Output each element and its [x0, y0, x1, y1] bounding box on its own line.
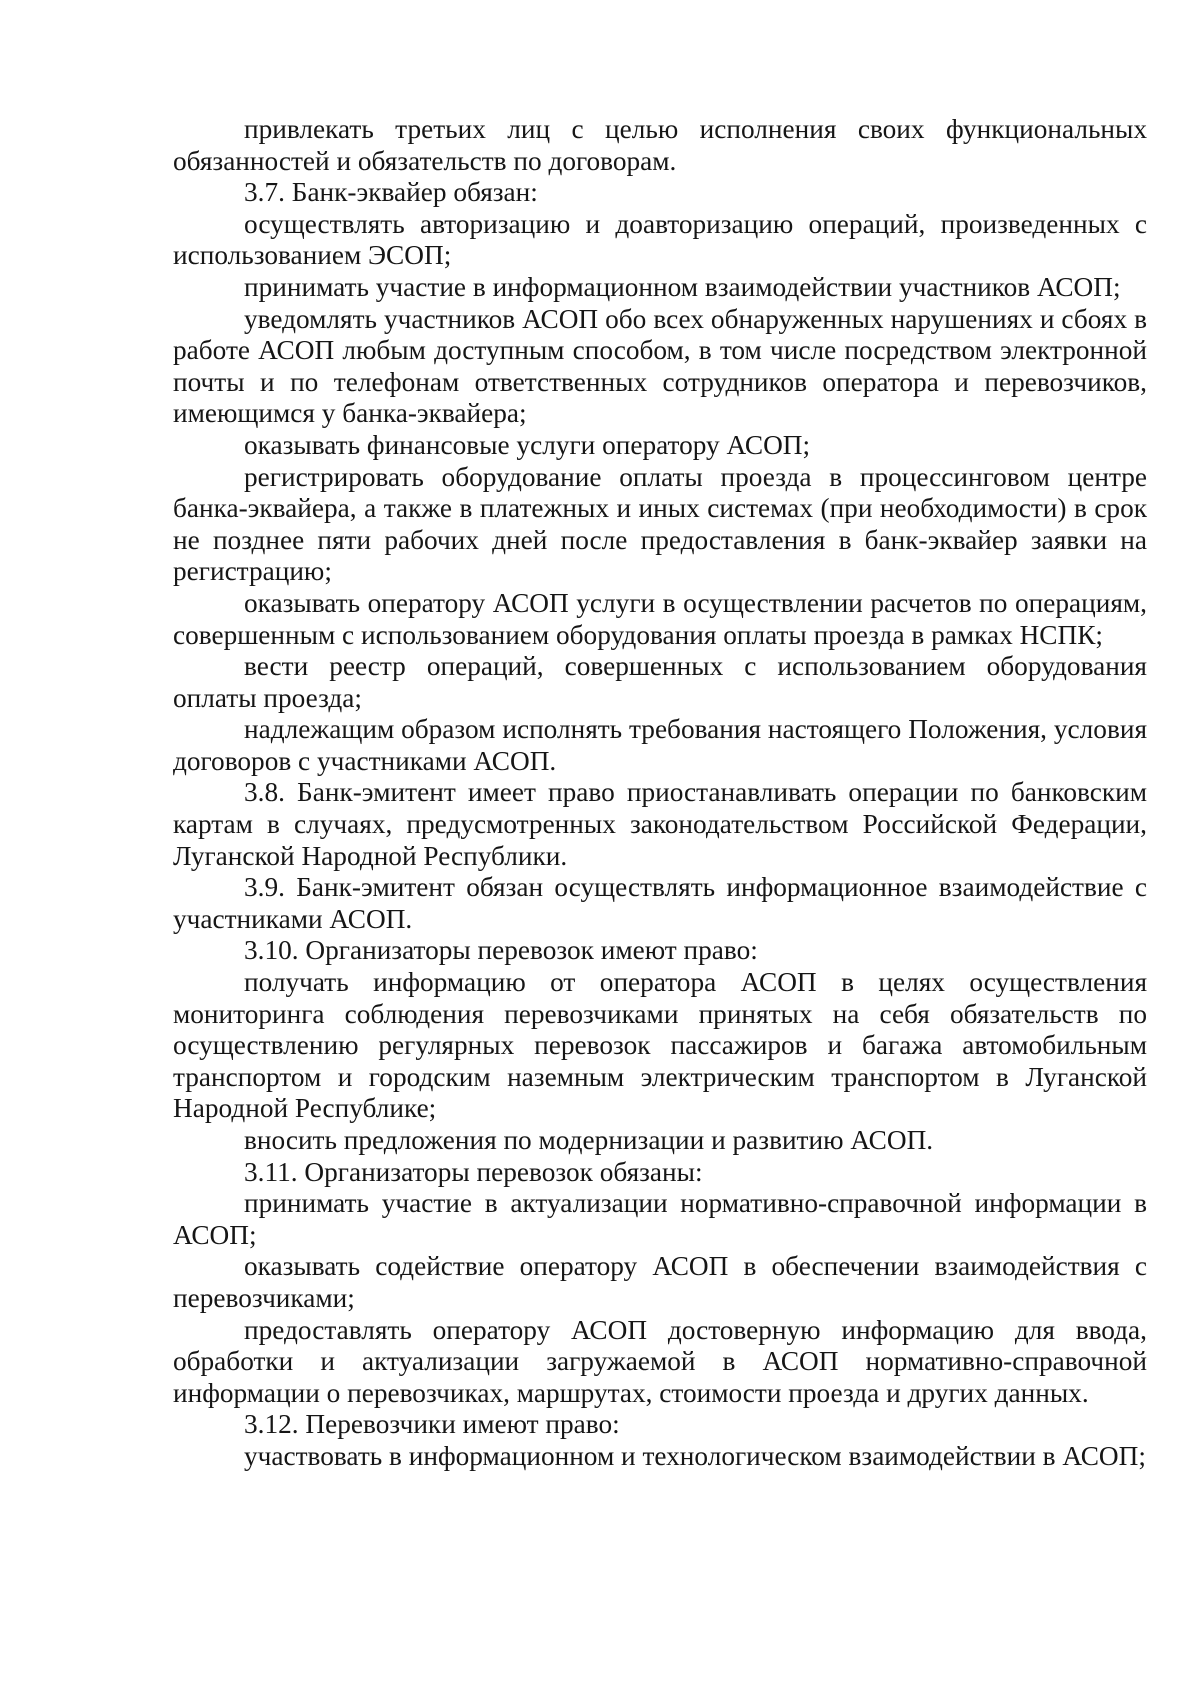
paragraph: оказывать оператору АСОП услуги в осуществлении расчетов по операциям, совершенным с использованием оборудования оплаты проезда в рамках НСПК;: [173, 587, 1147, 650]
section-heading: 3.10. Организаторы перевозок имеют право:: [244, 935, 758, 966]
paragraph: 3.8. Банк-эмитент имеет право приостанавливать операции по банковским картам в случаях, предусмотренных законодательством Российской Федерации, Луганской Народной Республики.: [173, 777, 1147, 871]
paragraph: принимать участие в актуализации нормативно-справочной информации в АСОП;: [173, 1188, 1147, 1250]
paragraph: получать информацию от оператора АСОП в целях осуществления мониторинга соблюдения перевозчиками принятых на себя обязательств по осуществлению регулярных перевозок пассажиров и багажа автомобильным транспортом и городским наземным электрическим транспортом в Луганской Народной Республике;: [173, 967, 1147, 1124]
section-heading: 3.7. Банк-эквайер обязан:: [244, 177, 538, 208]
section-heading: 3.11. Организаторы перевозок обязаны:: [244, 1156, 703, 1187]
document-body: [173, 114, 1147, 1473]
paragraph: вносить предложения по модернизации и развитию АСОП.: [244, 1125, 934, 1155]
paragraph: участвовать в информационном и технологическом взаимодействии в АСОП;: [244, 1440, 1146, 1471]
paragraph: привлекать третьих лиц с целью исполнения своих функциональных обязанностей и обязательств по договорам.: [173, 114, 1147, 176]
paragraph: осуществлять авторизацию и доавторизацию операций, произведенных с использованием ЭСОП;: [173, 208, 1147, 271]
paragraph: вести реестр операций, совершенных с использованием оборудования оплаты проезда;: [173, 651, 1147, 713]
paragraph: оказывать финансовые услуги оператору АСОП;: [244, 429, 811, 460]
paragraph: принимать участие в информационном взаимодействии участников АСОП;: [244, 271, 1121, 302]
section-heading: 3.12. Перевозчики имеют право:: [244, 1409, 620, 1440]
paragraph: оказывать содействие оператору АСОП в обеспечении взаимодействия с перевозчиками;: [173, 1251, 1147, 1313]
paragraph: 3.9. Банк-эмитент обязан осуществлять информационное взаимодействие с участниками АСОП.: [173, 872, 1147, 934]
paragraph: предоставлять оператору АСОП достоверную информацию для ввода, обработки и актуализации загружаемой в АСОП нормативно-справочной информации о перевозчиках, маршрутах, стоимости проезда и других данных.: [173, 1314, 1147, 1408]
paragraph: надлежащим образом исполнять требования настоящего Положения, условия договоров с участниками АСОП.: [173, 714, 1147, 776]
paragraph: уведомлять участников АСОП обо всех обнаруженных нарушениях и сбоях в работе АСОП любым доступным способом, в том числе посредством электронной почты и по телефонам ответственных сотрудников оператора и перевозчиков, имеющимся у банка-эквайера;: [173, 303, 1147, 429]
paragraph: регистрировать оборудование оплаты проезда в процессинговом центре банка-эквайера, а также в платежных и иных системах (при необходимости) в срок не позднее пяти рабочих дней после предоставления в банк-эквайер заявки на регистрацию;: [173, 461, 1147, 587]
